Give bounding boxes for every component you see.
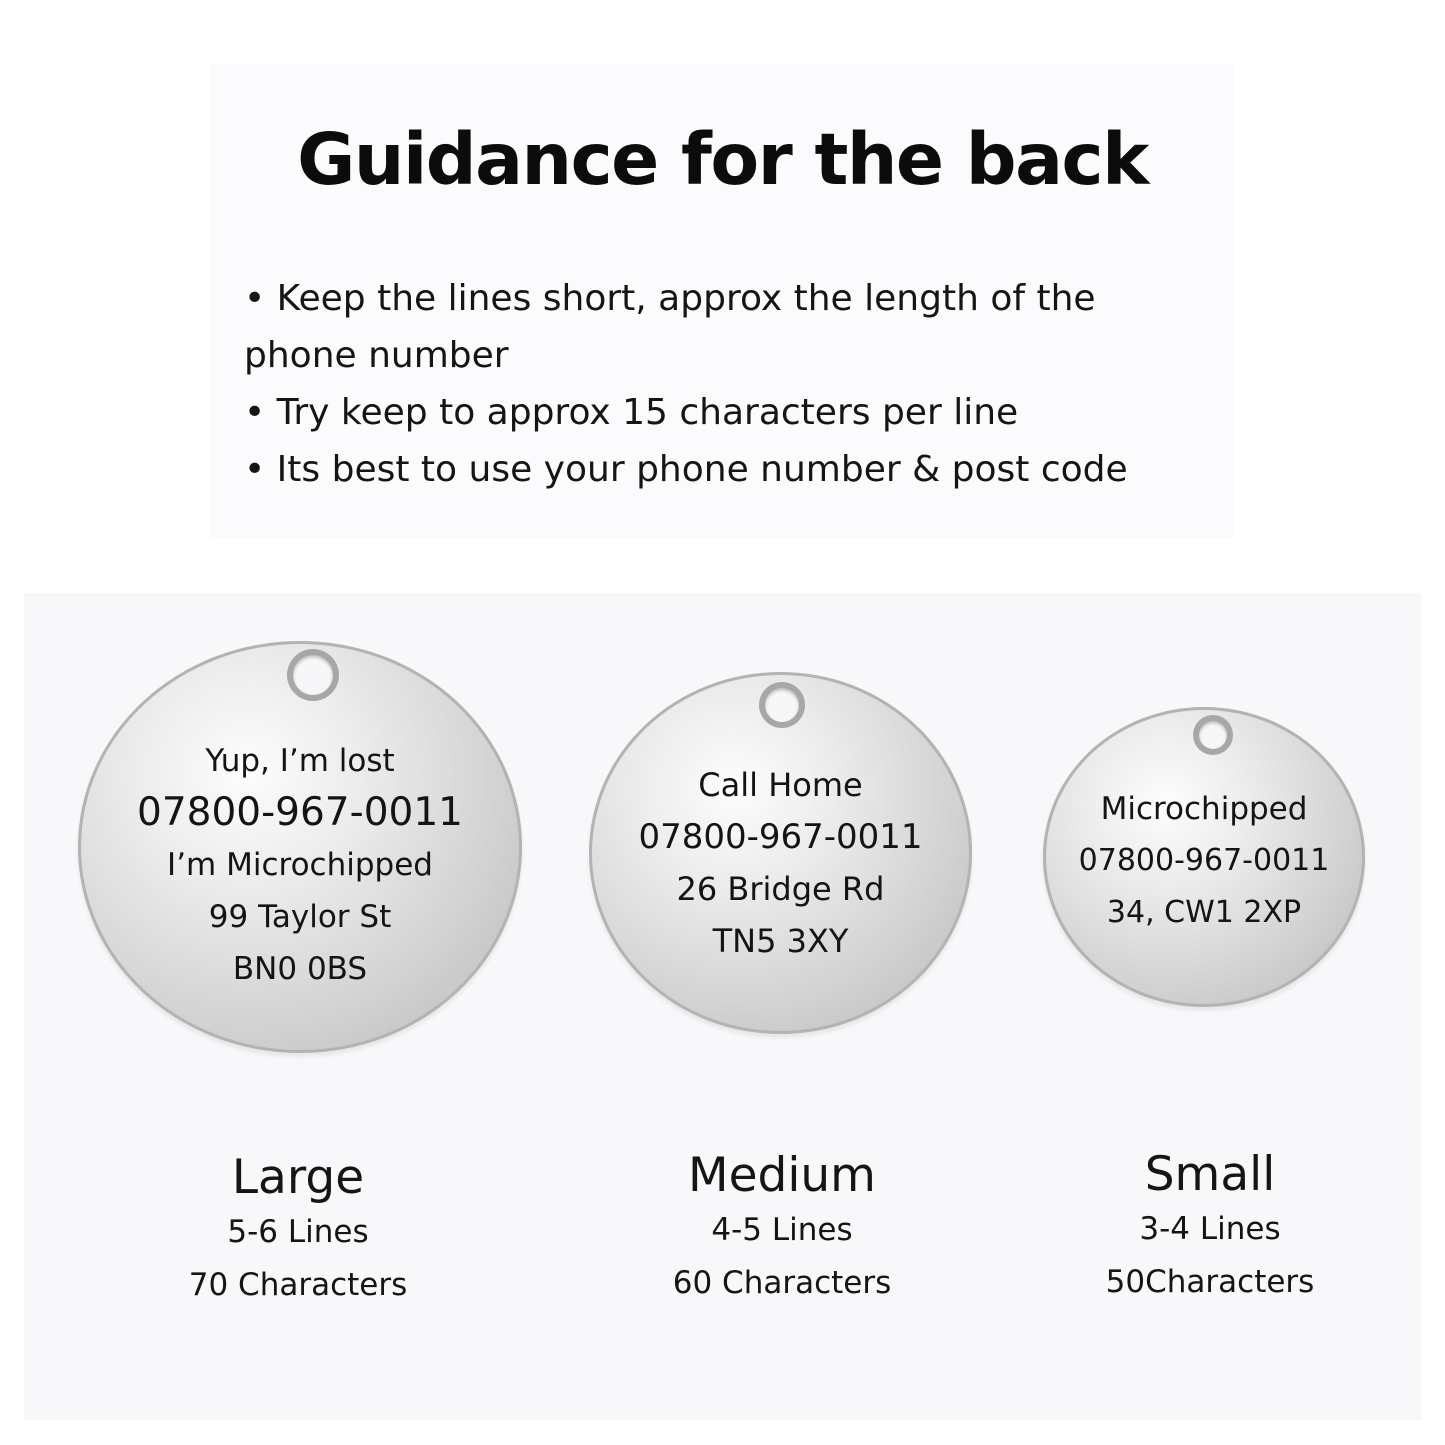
small-tag-engraving [1043,783,1365,939]
engraving-line: 07800-967-0011 [137,790,463,835]
guidance-bullet: • Keep the lines short, approx the length of the [244,278,1096,319]
size-lines: 4-5 Lines [711,1212,853,1248]
engraving-line: Yup, I’m lost [205,743,395,779]
guidance-bullet: • Its best to use your phone number & post code [244,449,1128,490]
guidance-bullet: • Try keep to approx 15 characters per line [244,392,1019,433]
small-tag-hole [1199,721,1227,749]
engraving-line: Call Home [698,766,863,804]
size-name: Large [231,1150,365,1205]
size-name: Medium [688,1148,876,1203]
small-size-info [1010,1147,1410,1309]
medium-tag-engraving [589,759,972,967]
medium-size-info [582,1148,982,1310]
guidance-bullet: phone number [244,335,509,376]
large-tag-engraving [78,735,522,995]
size-characters: 60 Characters [672,1265,892,1301]
size-name: Small [1144,1147,1276,1202]
engraving-line: Microchipped [1100,791,1308,827]
size-characters: 50Characters [1105,1264,1315,1300]
engraving-line: 07800-967-0011 [1078,843,1330,878]
large-tag-hole [293,655,333,695]
engraving-line: 26 Bridge Rd [676,870,885,908]
engraving-line: BN0 0BS [232,951,368,987]
guidance-title: Guidance for the back [297,118,1148,201]
medium-tag-hole [765,688,799,722]
engraving-line: I’m Microchipped [167,847,433,883]
guidance-bullets [244,270,1234,498]
engraving-line: 99 Taylor St [208,899,392,935]
engraving-line: 07800-967-0011 [638,817,923,857]
size-lines: 3-4 Lines [1139,1211,1281,1247]
large-size-info [98,1150,498,1312]
size-lines: 5-6 Lines [227,1214,369,1250]
engraving-line: 34, CW1 2XP [1106,895,1302,930]
engraving-line: TN5 3XY [712,922,849,960]
size-characters: 70 Characters [188,1267,408,1303]
